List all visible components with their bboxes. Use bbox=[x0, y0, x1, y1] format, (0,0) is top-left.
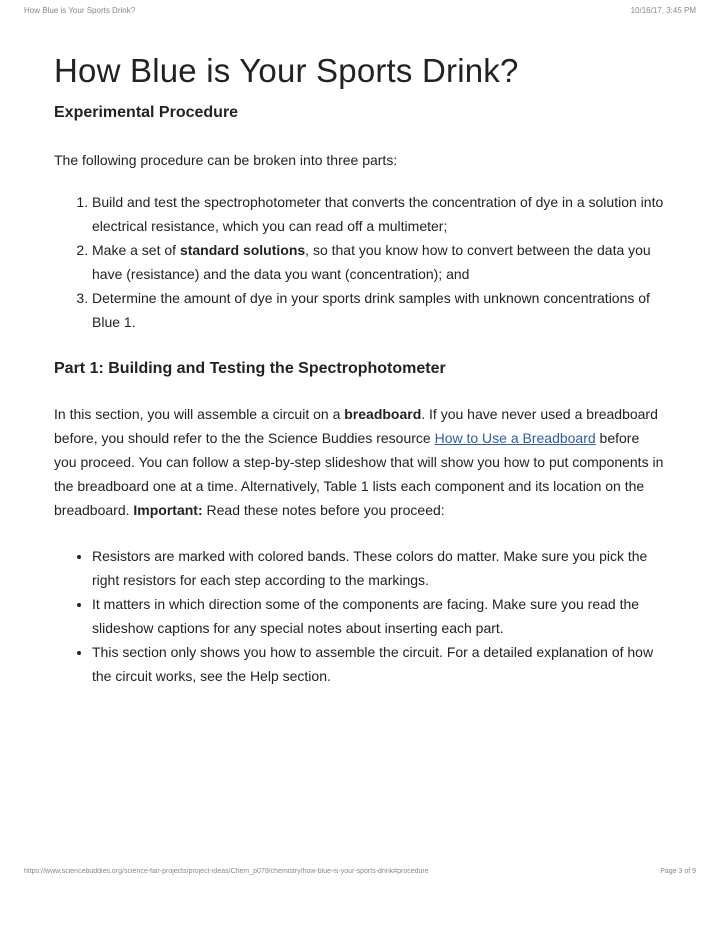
notes-list bbox=[54, 544, 664, 688]
print-footer-url: https://www.sciencebuddies.org/science-fair-projects/project-ideas/Chem_p079/chemistry/how-blue-is-your-sports-drink#procedure bbox=[24, 868, 429, 875]
page-title: How Blue is Your Sports Drink? bbox=[54, 52, 519, 89]
note-item-2: • It matters in which direction some of the components are facing. Make sure you read the slideshow captions for any special notes about inserting each part. bbox=[92, 592, 664, 640]
part1-heading: Part 1: Building and Testing the Spectrophotometer bbox=[54, 360, 446, 377]
print-footer-page: Page 3 of 9 bbox=[660, 868, 696, 875]
procedure-steps bbox=[54, 190, 664, 334]
procedure-step-3: 3. Determine the amount of dye in your sports drink samples with unknown concentrations of Blue 1. bbox=[92, 286, 664, 334]
procedure-step-2: 2. Make a set of standard solutions, so that you know how to convert between the data you have (resistance) and the data you want (concentration); and bbox=[92, 238, 664, 286]
document-body bbox=[54, 52, 664, 688]
print-header-title: How Blue is Your Sports Drink? bbox=[24, 6, 136, 15]
procedure-step-1: 1. Build and test the spectrophotometer that converts the concentration of dye in a solution into electrical resistance, which you can read off a multimeter; bbox=[92, 190, 664, 238]
part1-paragraph: In this section, you will assemble a circuit on a breadboard. If you have never used a breadboard before, you should refer to the the Science Buddies resource How to Use a Breadboard before you proceed. You can follow a step-by-step slideshow that will show you how to put components in the breadboard one at a time. Alternatively, Table 1 lists each component and its location on the breadboard. Important: Read these notes before you proceed: bbox=[54, 406, 664, 518]
print-header bbox=[24, 6, 696, 18]
print-footer bbox=[24, 868, 696, 880]
breadboard-guide-link[interactable]: How to Use a Breadboard bbox=[434, 430, 596, 446]
intro-text: The following procedure can be broken into three parts: bbox=[54, 152, 398, 168]
breadboard-term: breadboard bbox=[344, 406, 422, 422]
note-item-3: • This section only shows you how to assemble the circuit. For a detailed explanation of how the circuit works, see the Help section. bbox=[92, 640, 664, 688]
section-heading: Experimental Procedure bbox=[54, 104, 239, 121]
note-item-1: • Resistors are marked with colored bands. These colors do matter. Make sure you pick the right resistors for each step according to the markings. bbox=[92, 544, 664, 592]
important-label: Important: bbox=[133, 502, 203, 518]
print-header-date: 10/16/17, 3:45 PM bbox=[630, 6, 696, 15]
standard-solutions-term: standard solutions bbox=[179, 242, 306, 258]
